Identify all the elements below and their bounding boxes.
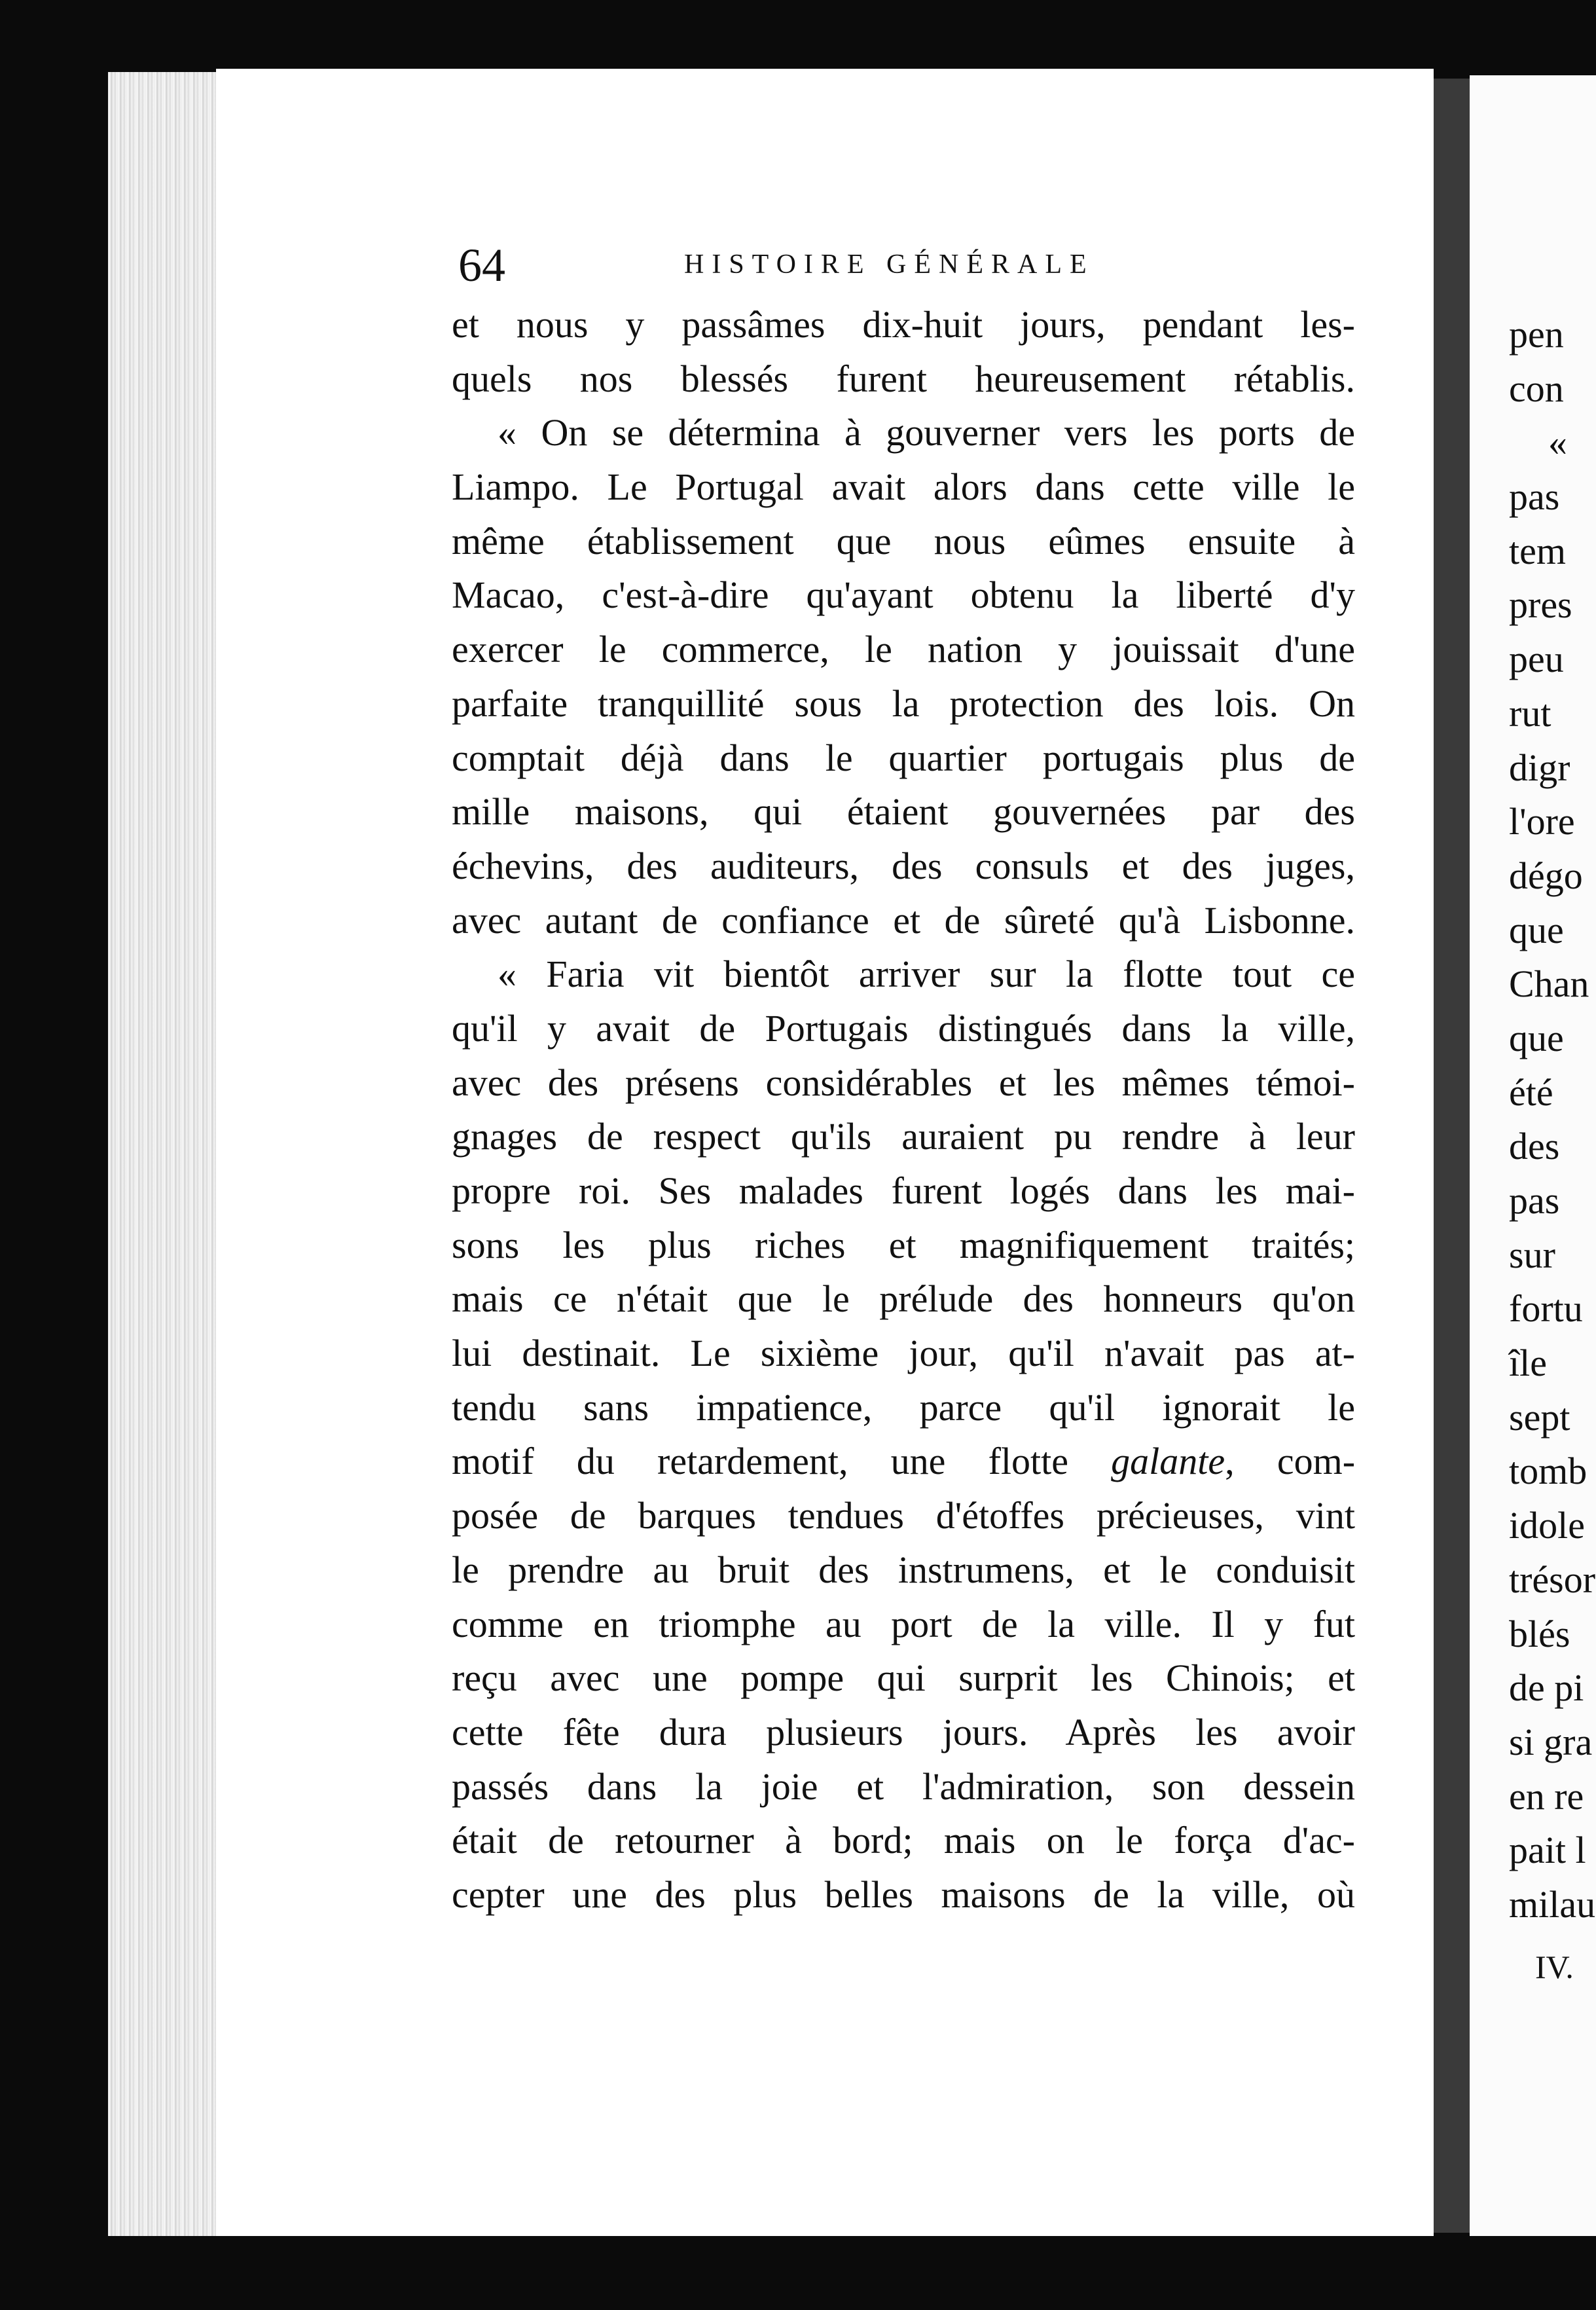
running-title: HISTOIRE GÉNÉRALE bbox=[684, 249, 1095, 280]
text-line: passés dans la joie et l'admiration, son dessein bbox=[452, 1765, 1355, 1808]
right-text-line: que bbox=[1509, 1016, 1564, 1059]
text-line: exercer le commerce, le nation y jouissait d'une bbox=[452, 628, 1355, 671]
text-line: mais ce n'était que le prélude des honneurs qu'on bbox=[452, 1277, 1355, 1321]
right-text-line: fortu bbox=[1509, 1287, 1583, 1330]
text-line: « On se détermina à gouverner vers les ports de bbox=[498, 411, 1355, 454]
text-line: était de retourner à bord; mais on le força d'ac- bbox=[452, 1819, 1355, 1862]
right-text-line: tomb bbox=[1509, 1450, 1587, 1493]
text-line: échevins, des auditeurs, des consuls et des juges, bbox=[452, 844, 1355, 887]
page-number: 64 bbox=[458, 239, 505, 291]
text-line: reçu avec une pompe qui surprit les Chinois; et bbox=[452, 1657, 1355, 1700]
right-text-line: idole bbox=[1509, 1504, 1585, 1547]
italic-word: galante bbox=[1111, 1440, 1225, 1483]
right-text-line: pres bbox=[1509, 583, 1572, 627]
text-segment: , com- bbox=[1225, 1440, 1355, 1483]
text-line: comptait déjà dans le quartier portugais plus de bbox=[452, 736, 1355, 779]
right-text-line: île bbox=[1509, 1342, 1547, 1385]
text-line: propre roi. Ses malades furent logés dans les mai- bbox=[452, 1169, 1355, 1212]
right-text-line: milau bbox=[1509, 1882, 1596, 1926]
right-text-line: Chan bbox=[1509, 962, 1589, 1006]
text-line: cepter une des plus belles maisons de la ville, où bbox=[452, 1873, 1355, 1916]
right-text-line: rut bbox=[1509, 691, 1551, 735]
text-line: gnages de respect qu'ils auraient pu rendre à leur bbox=[452, 1115, 1355, 1158]
right-text-line: digr bbox=[1509, 746, 1570, 789]
right-page-text bbox=[1509, 308, 1596, 1932]
right-text-line: pait l bbox=[1509, 1829, 1586, 1872]
text-line: sons les plus riches et magnifiquement traités; bbox=[452, 1223, 1355, 1266]
right-text-line: peu bbox=[1509, 638, 1564, 681]
text-line: Liampo. Le Portugal avait alors dans cette ville le bbox=[452, 466, 1355, 509]
text-line: Macao, c'est-à-dire qu'ayant obtenu la liberté d'y bbox=[452, 574, 1355, 617]
right-text-line: blés bbox=[1509, 1612, 1570, 1655]
right-text-line: si gra bbox=[1509, 1720, 1593, 1763]
right-text-line: « bbox=[1548, 421, 1567, 464]
right-text-line: sept bbox=[1509, 1395, 1570, 1439]
text-segment: motif du retardement, une flotte bbox=[452, 1440, 1112, 1483]
right-text-line: trésor bbox=[1509, 1558, 1596, 1601]
right-text-line: de pi bbox=[1509, 1666, 1584, 1710]
right-text-line: des bbox=[1509, 1125, 1560, 1168]
signature-mark: IV. bbox=[1535, 1949, 1574, 1985]
right-text-line: pen bbox=[1509, 313, 1564, 356]
page-header bbox=[458, 236, 1362, 295]
body-text bbox=[452, 298, 1355, 1922]
text-line: le prendre au bruit des instrumens, et le conduisit bbox=[452, 1548, 1355, 1591]
text-line: posée de barques tendues d'étoffes précieuses, vint bbox=[452, 1494, 1355, 1537]
book-page-edges bbox=[108, 72, 219, 2236]
text-line: et nous y passâmes dix-huit jours, pendant les- bbox=[452, 303, 1355, 346]
text-line: tendu sans impatience, parce qu'il ignorait le bbox=[452, 1385, 1355, 1429]
right-text-line: été bbox=[1509, 1071, 1553, 1114]
text-line: cette fête dura plusieurs jours. Après les avoir bbox=[452, 1710, 1355, 1753]
right-text-line: con bbox=[1509, 367, 1564, 410]
right-text-line: pas bbox=[1509, 475, 1560, 519]
text-line: comme en triomphe au port de la ville. Il y fut bbox=[452, 1602, 1355, 1645]
right-text-line: sur bbox=[1509, 1233, 1555, 1276]
text-line: qu'il y avait de Portugais distingués dans la ville, bbox=[452, 1006, 1355, 1050]
text-line: lui destinait. Le sixième jour, qu'il n'avait pas at- bbox=[452, 1332, 1355, 1375]
page-gutter-shadow bbox=[1434, 79, 1470, 2233]
text-line: quels nos blessés furent heureusement rétablis. bbox=[452, 357, 1355, 400]
right-text-line: en re bbox=[1509, 1774, 1584, 1818]
right-text-line: pas bbox=[1509, 1179, 1560, 1222]
text-line: même établissement que nous eûmes ensuite à bbox=[452, 519, 1355, 562]
right-text-line: dégo bbox=[1509, 854, 1583, 897]
right-text-line: tem bbox=[1509, 529, 1566, 572]
text-line: avec des présens considérables et les mêmes témoi- bbox=[452, 1061, 1355, 1104]
text-line: mille maisons, qui étaient gouvernées par des bbox=[452, 790, 1355, 834]
text-line: « Faria vit bientôt arriver sur la flotte tout ce bbox=[498, 953, 1355, 996]
text-line: parfaite tranquillité sous la protection des lois. On bbox=[452, 682, 1355, 725]
right-text-line: l'ore bbox=[1509, 800, 1575, 843]
text-line-italic bbox=[452, 1435, 1355, 1489]
text-line: avec autant de confiance et de sûreté qu'à Lisbonne. bbox=[452, 898, 1355, 942]
right-text-line: que bbox=[1509, 908, 1564, 951]
